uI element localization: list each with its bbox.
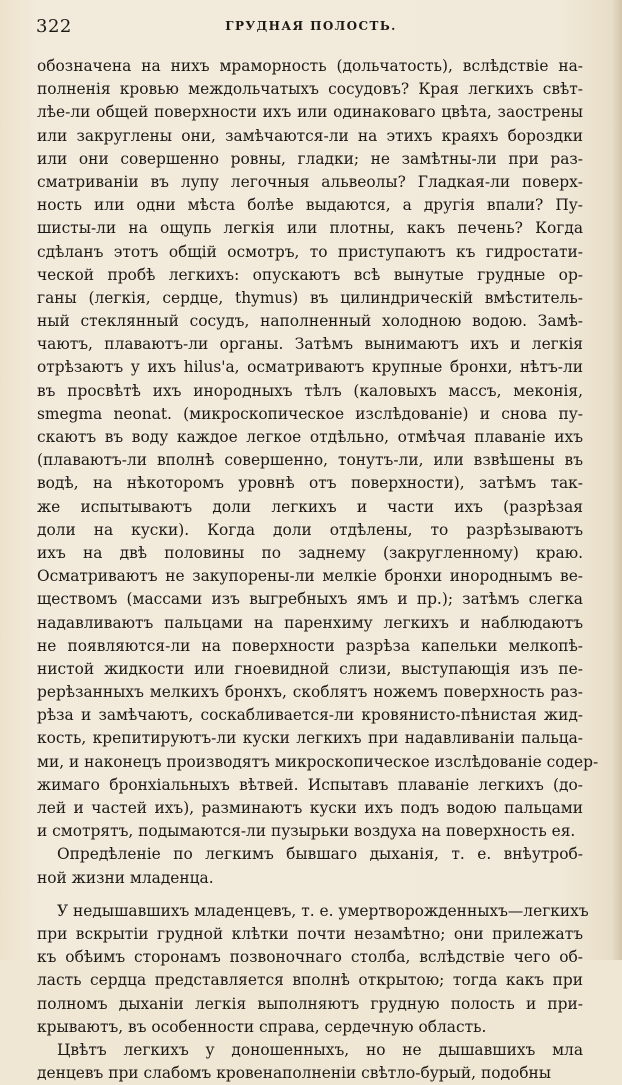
paragraph: [37, 55, 599, 843]
text-line: нистой жидкости или гноевидной слизи, выступающія изъ пе-: [37, 659, 583, 678]
text-line: (плаваютъ-ли вполнѣ совершенно, тонутъ-ли, или взвѣшены въ: [37, 451, 583, 470]
text-line: и смотрятъ, подымаются-ли пузырьки воздуха на поверхность ея.: [37, 822, 576, 841]
text-line: къ обѣимъ сторонамъ позвоночнаго столба, вслѣдствіе чего об-: [37, 948, 583, 967]
text-line: кость, крепитируютъ-ли куски легкихъ при надавливаніи пальца-: [37, 729, 583, 748]
paragraph: [37, 1039, 583, 1085]
text-line: при вскрытіи грудной клѣтки почти незамѣтно; они прилежатъ: [37, 924, 583, 943]
text-line: сдѣланъ этотъ общій осмотръ, то приступаютъ къ гидростати-: [37, 242, 583, 261]
text-line: надавливаютъ пальцами на паренхиму легкихъ и наблюдаютъ: [37, 613, 583, 632]
text-line: не появляются-ли на поверхности разрѣза капельки мелкопѣ-: [37, 636, 583, 655]
text-line: ществомъ (массами изъ выгребныхъ ямъ и пр.); затѣмъ слегка: [37, 590, 583, 609]
text-line: чаютъ, плаваютъ-ли органы. Затѣмъ вынимаютъ ихъ и легкія: [37, 335, 583, 354]
text-line: Цвѣтъ легкихъ у доношенныхъ, но не дышавшихъ мла: [57, 1040, 583, 1059]
text-line: полненія кровью междольчатыхъ сосудовъ? Края легкихъ свѣт-: [37, 80, 583, 99]
text-line: лей и частей ихъ), разминаютъ куски ихъ подъ водою пальцами: [37, 799, 583, 817]
text-line: лѣе-ли общей поверхности ихъ или одинаковаго цвѣта, заострены: [37, 103, 583, 122]
text-line: У недышавшихъ младенцевъ, т. е. умертворожденныхъ—легкихъ: [57, 901, 589, 920]
text-line: ганы (легкія, сердце, thymus) въ цилиндрическій вмѣститель-: [37, 288, 583, 307]
text-line: скаютъ въ воду каждое легкое отдѣльно, отмѣчая плаваніе ихъ: [37, 428, 583, 446]
text-line: ласть сердца представляется вполнѣ открытою; тогда какъ при: [37, 971, 583, 990]
text-line: шисты-ли на ощупь легкія или плотны, какъ печень? Когда: [37, 219, 583, 238]
paragraph: [37, 843, 583, 889]
text-line: ихъ на двѣ половины по заднему (закругленному) краю.: [37, 543, 583, 562]
paragraph: [37, 900, 589, 1039]
text-line: ность или одни мѣста болѣе выдаются, а другія впали? Пу-: [37, 196, 583, 215]
page-number: 322: [36, 16, 72, 37]
text-line: Опредѣленіе по легкимъ бывшаго дыханія, т. е. внѣутроб-: [57, 845, 583, 864]
text-line: въ просвѣтѣ ихъ инородныхъ тѣлъ (каловыхъ массъ, меконія,: [37, 381, 583, 400]
body-text: [37, 55, 599, 1085]
text-line: денцевъ при слабомъ кровенаполненіи свѣтло-бурый, подобны: [37, 1064, 551, 1083]
text-line: рѣза и замѣчаютъ, соскабливается-ли кровянисто-пѣнистая жид-: [37, 706, 583, 725]
text-line: водѣ, на нѣкоторомъ уровнѣ отъ поверхности), затѣмъ так-: [37, 474, 583, 493]
text-line: smegma neonat. (микроскопическое изслѣдованіе) и снова пу-: [37, 404, 583, 423]
text-line: полномъ дыханіи легкія выполняютъ грудную полость и при-: [37, 994, 583, 1013]
running-head: ГРУДНАЯ ПОЛОСТЬ.: [225, 19, 397, 33]
text-line: отрѣзаютъ у ихъ hilus'а, осматриваютъ крупные бронхи, нѣтъ-ли: [37, 358, 583, 377]
text-line: ный стеклянный сосудъ, наполненный холодною водою. Замѣ-: [37, 312, 583, 331]
text-line: ной жизни младенца.: [37, 868, 214, 887]
text-line: ми, и наконецъ производятъ микроскопическое изслѣдованіе содер-: [37, 752, 599, 771]
text-line: доли на куски). Когда доли отдѣлены, то разрѣзываютъ: [37, 520, 583, 539]
text-line: рерѣзанныхъ мелкихъ бронхъ, скоблятъ ножемъ поверхность раз-: [37, 683, 583, 702]
page-edge-shadow: [612, 0, 622, 960]
page-header: [36, 16, 586, 42]
text-line: же испытываютъ доли легкихъ и части ихъ (разрѣзая: [37, 497, 583, 516]
text-line: или они совершенно ровны, гладки; не замѣтны-ли при раз-: [37, 149, 583, 168]
paragraph-gap: [37, 890, 583, 900]
text-line: сматриваніи въ лупу легочныя альвеолы? Гладкая-ли поверх-: [37, 172, 583, 191]
text-line: или закруглены они, замѣчаются-ли на этихъ краяхъ бороздки: [37, 126, 583, 145]
text-line: Осматриваютъ не закупорены-ли мелкіе бронхи инороднымъ ве-: [37, 567, 583, 586]
text-line: обозначена на нихъ мраморность (дольчатость), вслѣдствіе на-: [37, 57, 583, 75]
text-line: ческой пробѣ легкихъ: опускаютъ всѣ вынутые грудные ор-: [37, 265, 583, 284]
text-line: жимаго бронхіальныхъ вѣтвей. Испытавъ плаваніе легкихъ (до-: [37, 775, 583, 794]
text-line: крываютъ, въ особенности справа, сердечную область.: [37, 1017, 487, 1036]
